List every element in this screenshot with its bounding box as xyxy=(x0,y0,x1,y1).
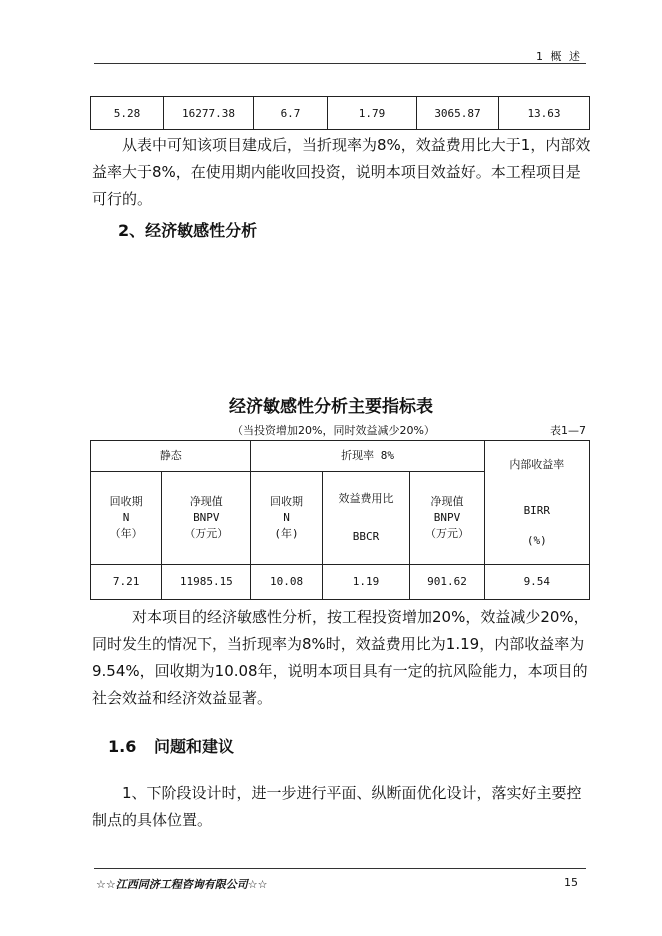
subheading-sensitivity: 2、经济敏感性分析 xyxy=(118,221,258,240)
col-line: 效益费用比 xyxy=(338,492,394,505)
col-payback-static xyxy=(91,472,162,565)
col-line: BNPV xyxy=(193,511,220,524)
page-number: 15 xyxy=(564,876,578,889)
table-header-row xyxy=(91,441,590,472)
col-line: 回收期 xyxy=(109,495,143,508)
header-irr xyxy=(484,441,589,565)
paragraph-text: 1、下阶段设计时，进一步进行平面、纵断面优化设计，落实好主要控制点的具体位置。 xyxy=(92,784,582,829)
col-line: N xyxy=(122,511,130,524)
footer-company: ☆☆江西同济工程咨询有限公司☆☆ xyxy=(96,878,268,891)
table-cell: 10.08 xyxy=(251,565,322,600)
col-line: BBCR xyxy=(352,530,380,543)
paragraph-sensitivity xyxy=(92,604,592,712)
irr-title: 内部收益率 xyxy=(509,457,565,471)
section-title: 问题和建议 xyxy=(154,737,235,756)
section-number: 1.6 xyxy=(108,737,137,756)
table-cell: 3065.87 xyxy=(417,97,499,130)
sensitivity-table xyxy=(90,440,590,600)
spacer xyxy=(323,507,410,529)
col-line: BNPV xyxy=(433,511,461,524)
paragraph-conclusion xyxy=(92,132,592,213)
paragraph-text: 对本项目的经济敏感性分析，按工程投资增加20%，效益减少20%，同时发生的情况下，当折现率为8%时，效益费用比为1.19，内部收益率为9.54%，回收期为10.08年，说明本项目具有一定的抗风险能力，本项目的社会效益和经济效益显著。 xyxy=(92,608,589,707)
irr-code: BIRR xyxy=(523,503,551,517)
header-static: 静态 xyxy=(91,441,251,472)
table-cell: 1.19 xyxy=(322,565,410,600)
col-bcr xyxy=(322,472,410,565)
col-npv-2 xyxy=(410,472,484,565)
table-number: 表1—7 xyxy=(550,424,586,437)
top-table-fragment xyxy=(90,96,590,130)
paragraph-text: 从表中可知该项目建成后，当折现率为8%，效益费用比大于1，内部效益率大于8%，在使用期内能收回投资，说明本项目效益好。本工程项目是可行的。 xyxy=(92,136,591,208)
irr-unit: (%) xyxy=(526,533,547,547)
table-cell: 1.79 xyxy=(328,97,417,130)
table-cell: 901.62 xyxy=(410,565,484,600)
col-line: (年) xyxy=(274,527,299,540)
col-line: N xyxy=(283,511,290,524)
col-line: （万元） xyxy=(424,527,469,540)
spacer xyxy=(485,473,589,503)
col-line: （年） xyxy=(109,527,143,540)
running-header: 1 概 述 xyxy=(536,50,582,63)
footer-rule xyxy=(94,868,586,869)
table-cell: 6.7 xyxy=(254,97,328,130)
table-row xyxy=(91,565,590,600)
col-line: 净现值 xyxy=(430,495,464,508)
table-cell: 7.21 xyxy=(91,565,162,600)
table-cell: 11985.15 xyxy=(162,565,251,600)
table-title: 经济敏感性分析主要指标表 xyxy=(229,397,433,417)
table-row xyxy=(91,97,590,130)
header-rule xyxy=(94,63,586,64)
col-line: （万元） xyxy=(184,527,229,540)
paragraph-suggestion xyxy=(92,780,592,834)
col-npv xyxy=(162,472,251,565)
table-cell: 5.28 xyxy=(91,97,164,130)
col-line: 净现值 xyxy=(189,495,223,508)
table-cell: 9.54 xyxy=(484,565,589,600)
section-heading xyxy=(108,734,234,757)
spacer xyxy=(485,519,589,533)
col-payback-dynamic xyxy=(251,472,322,565)
header-discount-rate: 折现率 8% xyxy=(251,441,484,472)
table-cell: 16277.38 xyxy=(164,97,254,130)
col-line: 回收期 xyxy=(270,495,304,508)
table-cell: 13.63 xyxy=(499,97,590,130)
table-note: （当投资增加20%，同时效益减少20%） xyxy=(232,424,435,437)
